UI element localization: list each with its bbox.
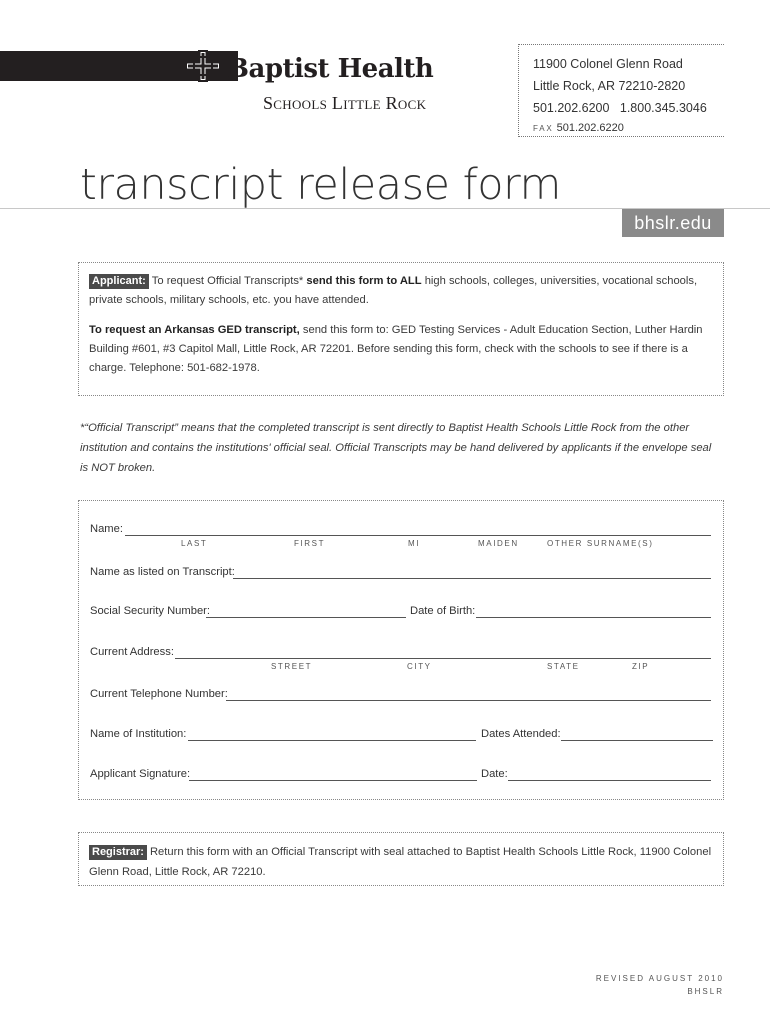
address-label: Current Address: [90,646,174,658]
signature-field[interactable] [189,780,477,781]
dates-attended-field[interactable] [561,740,713,741]
transcript-name-field[interactable] [233,578,711,579]
phone-field[interactable] [226,700,711,701]
name-sub-maiden: MAIDEN [478,539,519,548]
revision-footer [596,972,724,998]
address-block [518,44,724,137]
address-sub-street: STREET [271,662,313,671]
ged-bold: To request an Arkansas GED transcript, [89,324,300,336]
applicant-text: To request Official Transcripts* [151,275,307,287]
ged-text: send this form to: GED Testing Services - Adult Education Section, Luther Hardin Building #601, #3 Capitol Mall, Little Rock, AR 72201. Before sending this form, check with the schools to see if there is a charge. Telephone: 501-682-1978. [89,324,703,374]
name-sub-first: FIRST [294,539,326,548]
registrar-text: Return this form with an Official Transcript with seal attached to Baptist Health Schools Little Rock, 11900 Colonel Glenn Road, Little Rock, AR 72210. [89,846,712,878]
revised-date: REVISED AUGUST 2010 [595,974,724,983]
applicant-text-cont: high schools, colleges, universities, vocational schools, private schools, military schools, etc. you have attended. [89,275,698,306]
address-city: Little Rock, AR 72210-2820 [533,79,686,93]
dob-label: Date of Birth: [410,605,476,617]
official-transcript-note: *“Official Transcript” means that the completed transcript is sent directly to Baptist Health Schools Little Rock from the other institution and contains the institutions' official seal. Official Transcripts may be hand delivered by applicants if the envelope seal is NOT broken. [80,422,712,474]
address-sub-city: CITY [407,662,432,671]
ssn-label: Social Security Number: [90,605,210,617]
ssn-field[interactable] [206,617,406,618]
brand-name: Baptist Health [227,54,434,84]
fax-number: 501.202.6220 [556,122,624,134]
website-tag: bhslr.edu [622,209,724,237]
name-label: Name: [90,523,123,535]
date-label: Date: [481,768,508,780]
cross-emblem-icon [185,50,221,82]
applicant-bold: send this form to ALL [306,275,422,287]
address-sub-zip: ZIP [632,662,650,671]
address-field[interactable] [175,658,711,659]
applicant-instructions [78,262,724,396]
dates-attended-label: Dates Attended: [481,728,561,740]
name-sub-other: OTHER SURNAME(S) [547,539,654,548]
address-phone: 501.202.6200 1.800.345.3046 [533,101,707,115]
signature-label: Applicant Signature: [90,768,191,780]
ged-paragraph [89,321,713,378]
name-sub-last: LAST [181,539,208,548]
page-title: transcript release form [80,160,561,210]
dob-field[interactable] [476,617,711,618]
footer-code: BHSLR [687,987,724,996]
phone-label: Current Telephone Number: [90,688,228,700]
address-street: 11900 Colonel Glenn Road [533,57,683,71]
name-sub-mi: MI [408,539,421,548]
institution-field[interactable] [188,740,476,741]
institution-label: Name of Institution: [90,728,187,740]
registrar-instructions [78,832,724,886]
applicant-form [78,500,724,800]
date-field[interactable] [508,780,711,781]
transcript-name-label: Name as listed on Transcript: [90,566,235,578]
applicant-tag: Applicant: [89,274,149,289]
address-fax [533,119,724,138]
baptist-health-logo [185,50,475,120]
name-field[interactable] [125,535,711,536]
applicant-paragraph [89,272,713,310]
registrar-tag: Registrar: [89,845,147,860]
brand-subtitle: Schools Little Rock [263,93,427,113]
fax-label: FAX [533,124,554,133]
address-sub-state: STATE [547,662,580,671]
